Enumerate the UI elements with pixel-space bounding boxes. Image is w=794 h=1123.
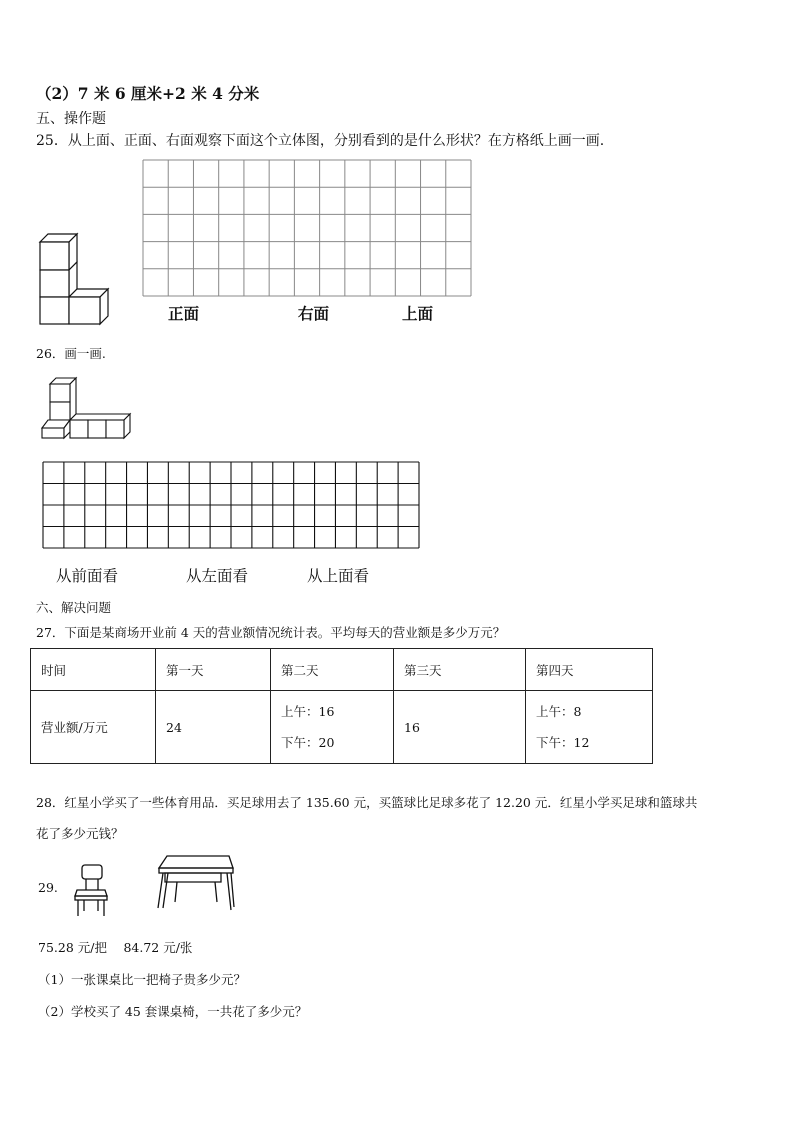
cube-stack-figure	[38, 232, 110, 326]
cube-stack-figure-26	[40, 376, 132, 442]
q26-grid-paper[interactable]	[43, 462, 421, 550]
question-28-line1: 28．红星小学买了一些体育用品．买足球用去了 135.60 元，买篮球比足球多花了 12.20 元．红星小学买足球和篮球共	[36, 795, 698, 810]
table-cell-day1: 24	[156, 691, 271, 764]
table-header-cell: 第二天	[271, 649, 394, 691]
desk-icon	[155, 852, 235, 916]
label-from-front: 从前面看	[56, 567, 119, 585]
price-line: 75.28 元/把 84.72 元/张	[38, 940, 193, 955]
table-header-cell: 第三天	[394, 649, 526, 691]
day4-afternoon: 下午：12	[536, 734, 590, 750]
day4-morning: 上午：8	[536, 703, 582, 719]
label-right: 右面	[298, 304, 330, 323]
label-from-left: 从左面看	[186, 567, 249, 585]
table-header-cell: 第一天	[156, 649, 271, 691]
chair-icon	[72, 862, 110, 918]
table-header-row	[31, 649, 653, 691]
label-top: 上面	[402, 304, 434, 323]
q25-grid-paper[interactable]	[143, 160, 473, 298]
question-29-number: 29.	[38, 880, 58, 895]
label-from-top: 从上面看	[307, 567, 370, 585]
day2-afternoon: 下午：20	[281, 734, 335, 750]
label-front: 正面	[168, 304, 200, 323]
question-28-line2: 花了多少元钱？	[36, 826, 124, 841]
question-29-sub2: （2）学校买了 45 套课桌椅，一共花了多少元？	[38, 1004, 308, 1019]
table-header-cell: 时间	[31, 649, 156, 691]
question-25-text: 25．从上面、正面、右面观察下面这个立体图，分别看到的是什么形状？在方格纸上画一画.	[36, 133, 605, 149]
section-title-solve: 六、解决问题	[36, 600, 112, 615]
table-row-label: 营业额/万元	[31, 691, 156, 764]
table-row	[31, 691, 653, 764]
question-26-text: 26．画一画.	[36, 346, 106, 361]
table-cell-day4	[526, 691, 653, 764]
sales-table	[30, 648, 653, 764]
question-29-sub1: （1）一张课桌比一把椅子贵多少元？	[38, 972, 246, 987]
table-header-cell: 第四天	[526, 649, 653, 691]
table-cell-day3: 16	[394, 691, 526, 764]
question-27-text: 27．下面是某商场开业前 4 天的营业额情况统计表。平均每天的营业额是多少万元？	[36, 625, 506, 640]
sub-question-2: （2）7 米 6 厘米+2 米 4 分米	[36, 84, 260, 103]
day2-morning: 上午：16	[281, 703, 335, 719]
section-title-operations: 五、操作题	[36, 111, 106, 127]
table-cell-day2	[271, 691, 394, 764]
